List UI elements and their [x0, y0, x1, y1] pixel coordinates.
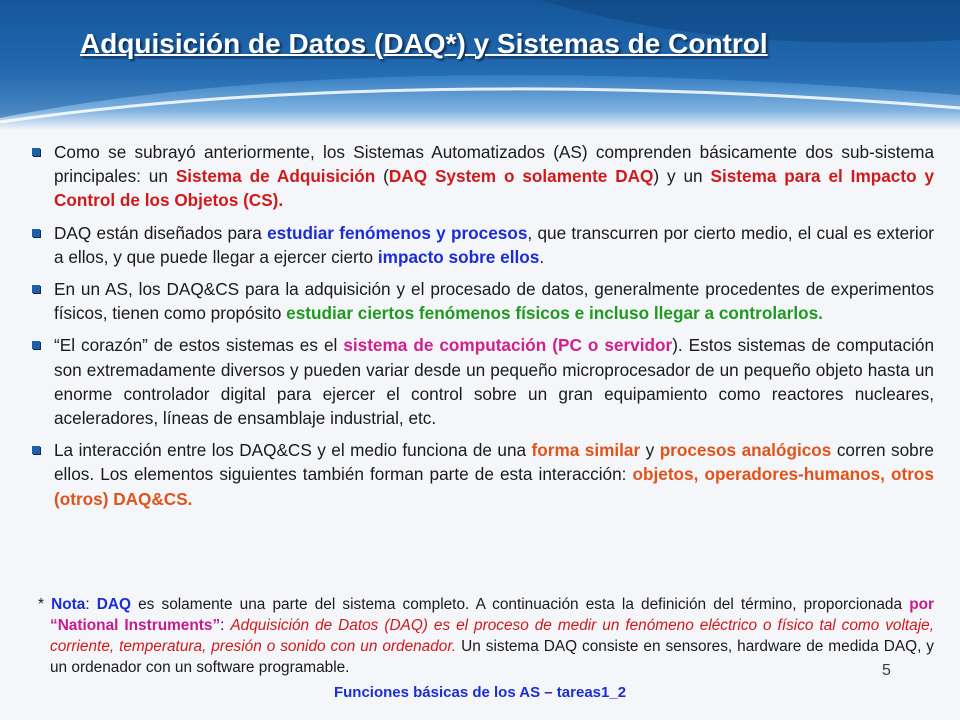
text-segment: y — [640, 440, 660, 461]
header-swoosh — [0, 0, 960, 140]
highlighted-text: DAQ System o solamente DAQ — [388, 166, 654, 187]
text-segment: . — [539, 246, 545, 267]
text-segment: corren sobre ellos. Los elementos siguientes también forman parte de esta interacción: — [54, 440, 934, 485]
highlighted-text: Sistema para el Impacto y Control de los Objetos (CS). — [54, 166, 935, 211]
bullet-text — [54, 279, 934, 323]
bullet-item — [30, 438, 934, 511]
highlighted-text: sistema de computación (PC o servidor — [343, 335, 673, 356]
highlighted-text: forma similar — [531, 440, 641, 461]
bullet-item — [30, 277, 934, 325]
square-bullet-icon — [32, 446, 40, 454]
highlighted-text: estudiar fenómenos y procesos — [267, 222, 528, 243]
page-number: 5 — [882, 662, 891, 679]
square-bullet-icon — [32, 148, 40, 156]
bullet-text — [54, 142, 934, 210]
square-bullet-icon — [32, 285, 40, 293]
footnote — [30, 594, 934, 678]
highlighted-text: por “National Instruments” — [50, 596, 934, 634]
bullet-text — [54, 223, 934, 267]
text-segment: La interacción entre los DAQ&CS y el medio funciona de una — [54, 440, 532, 461]
text-segment: : — [220, 617, 231, 634]
bullet-text — [54, 440, 934, 508]
bullet-item — [30, 221, 934, 269]
highlighted-text: Adquisición de Datos (DAQ) es el proceso de medir un fenómeno eléctrico o físico tal como voltaje, corriente, temperatura, presión o sonido con un ordenador. — [50, 617, 934, 655]
text-segment: * — [38, 596, 52, 613]
text-segment: ) y un — [653, 166, 711, 187]
text-segment: ). Estos sistemas de computación son extremadamente diversos y pueden variar desde un pequeño microprocesador de un pequeño objeto hasta un enorme controlador digital para ejercer el control sobre un gran equipamiento como reactores nucleares, aceleradores, líneas de ensamblaje industrial, etc. — [54, 335, 935, 429]
text-segment: En un AS, los DAQ&CS para la adquisición y el procesado de datos, generalmente procedentes de experimentos físicos, tienen como propósito — [54, 279, 934, 324]
text-segment: es solamente una parte del sistema completo. A continuación esta la definición del término, proporcionada — [130, 596, 910, 613]
highlighted-text: DAQ — [96, 596, 131, 613]
highlighted-text: estudiar ciertos fenómenos físicos e incluso llegar a controlarlos. — [286, 303, 823, 324]
bullet-item — [30, 140, 934, 213]
highlighted-text: procesos analógicos — [659, 440, 832, 461]
bullet-list — [30, 140, 934, 519]
square-bullet-icon — [32, 341, 40, 349]
highlighted-text: Sistema de Adquisición — [175, 166, 376, 187]
footer-text: Funciones básicas de los AS – tareas1_2 — [333, 684, 627, 701]
text-segment: Un sistema DAQ consiste en sensores, hardware de medida DAQ, y un ordenador con un software programable. — [50, 638, 934, 676]
square-bullet-icon — [32, 229, 40, 237]
text-segment: , que transcurren por cierto medio, el cual es exterior a ellos, y que puede llegar a ejercer cierto — [54, 222, 934, 267]
text-segment: Como se subrayó anteriormente, los Sistemas Automatizados (AS) comprenden básicamente dos sub-sistema principales: un — [54, 142, 934, 187]
highlighted-text: impacto sobre ellos — [377, 246, 540, 267]
highlighted-text: objetos, operadores-humanos, otros (otros) DAQ&CS. — [54, 464, 934, 509]
text-segment: “El corazón” de estos sistemas es el — [54, 335, 344, 356]
footnote-text — [38, 596, 934, 676]
highlighted-text: Nota — [51, 596, 86, 613]
slide-title: Adquisición de Datos (DAQ*) y Sistemas de Control — [80, 28, 768, 59]
text-segment: ( — [375, 166, 389, 187]
bullet-item — [30, 333, 934, 430]
text-segment: : — [85, 596, 97, 613]
bullet-text — [54, 335, 934, 428]
text-segment: DAQ están diseñados para — [54, 222, 268, 243]
